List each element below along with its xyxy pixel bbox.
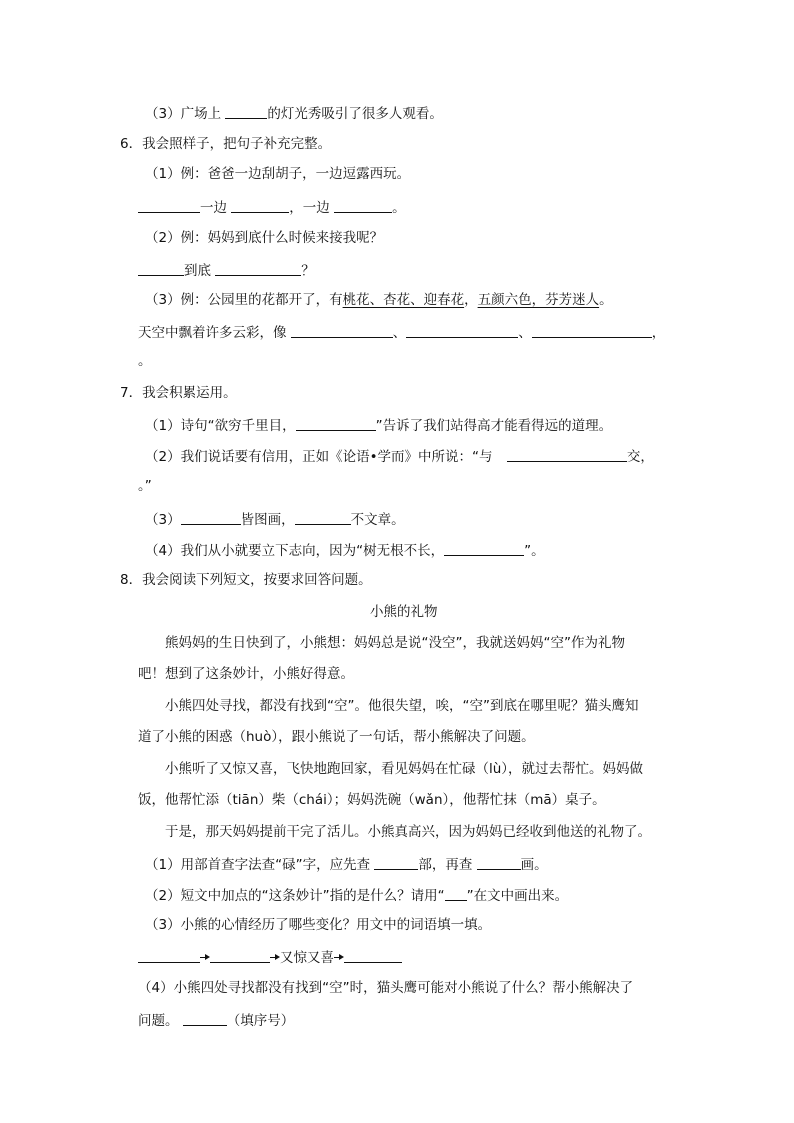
text: 问题。	[138, 1013, 183, 1029]
answer-blank[interactable]	[334, 200, 392, 213]
q8-question-3: （3）小熊的心情经历了哪些变化？用文中的词语填一填。	[145, 917, 492, 933]
q5-item-3-after: 的灯光秀吸引了很多人观看。	[267, 106, 443, 122]
text: 、	[392, 325, 407, 341]
answer-blank[interactable]	[295, 512, 351, 525]
text: 又惊又喜	[280, 950, 334, 966]
answer-blank[interactable]	[477, 857, 521, 870]
q6-answer-3-end: 。	[138, 353, 152, 369]
q8-question-4-cont	[138, 1013, 294, 1029]
q6-answer-1	[138, 200, 406, 216]
text: （4）我们从小就要立下志向，因为“树无根不长，	[145, 543, 445, 559]
answer-blank[interactable]	[181, 512, 241, 525]
q6-answer-2	[138, 263, 315, 279]
q6-example-1: （1）例：爸爸一边刮胡子，一边逗露西玩。	[145, 166, 411, 182]
text: （2）我们说话要有信用，正如《论语•学而》中所说：“与	[145, 449, 497, 465]
q7-item-4	[145, 543, 545, 559]
text: 皆图画，	[240, 512, 295, 528]
answer-blank[interactable]	[210, 950, 270, 963]
answer-blank[interactable]	[507, 449, 627, 462]
q7-item-3	[145, 512, 405, 528]
q7-title: 7．我会积累运用。	[120, 385, 237, 401]
text: 天空中飘着许多云彩，像	[138, 325, 291, 341]
text: 到底	[184, 263, 216, 279]
text: 部，再查	[418, 857, 477, 873]
story-paragraph-1: 熊妈妈的生日快到了，小熊想：妈妈总是说“没空”，我就送妈妈“空”作为礼物	[165, 635, 625, 651]
text: （3）例：公园里的花都开了，有	[145, 292, 343, 308]
text: ”告诉了我们站得高才能看得远的道理。	[375, 418, 613, 434]
text: 交，	[626, 449, 654, 465]
story-paragraph-4: 于是，那天妈妈提前干完了活儿。小熊真高兴，因为妈妈已经收到他送的礼物了。	[165, 824, 651, 840]
underlined-text: 桃花、杏花、迎春花	[342, 292, 465, 308]
text: ”。	[524, 543, 545, 559]
text: （1）用部首查字法查“碌”字，应先查	[145, 857, 375, 873]
text: ”在文中画出来。	[466, 888, 569, 904]
text: ，一边	[289, 200, 335, 216]
q7-item-2	[145, 449, 654, 465]
story-paragraph-3-cont: 饭，他帮忙添（tiān）柴（chái）；妈妈洗碗（wǎn），他帮忙抹（mā）桌子。	[138, 792, 606, 808]
answer-blank[interactable]	[296, 418, 376, 431]
answer-blank[interactable]	[406, 325, 518, 338]
answer-blank[interactable]	[374, 857, 418, 870]
story-paragraph-2: 小熊四处寻找，都没有找到“空”。他很失望，唉，“空”到底在哪里呢？猫头鹰知	[165, 698, 639, 714]
story-paragraph-2-cont: 道了小熊的困惑（huò），跟小熊说了一句话，帮小熊解决了问题。	[138, 729, 535, 745]
q6-answer-3	[138, 325, 665, 341]
q6-example-2: （2）例：妈妈到底什么时候来接我呢？	[145, 230, 384, 246]
q6-title: 6．我会照样子，把句子补充完整。	[120, 136, 332, 152]
arrow-right-icon	[200, 957, 208, 958]
answer-blank[interactable]	[225, 106, 267, 119]
story-paragraph-3: 小熊听了又惊又喜，飞快地跑回家，看见妈妈在忙碌（lù），就过去帮忙。妈妈做	[165, 761, 644, 777]
underlined-text: 五颜六色，芬芳迷人	[477, 292, 600, 308]
q5-item-3-before: （3）广场上	[145, 106, 226, 122]
answer-blank[interactable]	[444, 543, 524, 556]
answer-blank[interactable]	[138, 263, 184, 276]
answer-blank[interactable]	[215, 263, 301, 276]
text: 画。	[520, 857, 548, 873]
answer-blank[interactable]	[183, 1013, 227, 1026]
text: 。	[392, 200, 406, 216]
text: ，	[464, 292, 478, 308]
text: （3）	[145, 512, 181, 528]
story-paragraph-1-cont: 吧！想到了这条妙计，小熊好得意。	[138, 666, 354, 682]
q7-item-2-end: 。”	[138, 478, 152, 494]
text: （填序号）	[226, 1013, 295, 1029]
arrow-right-icon	[334, 957, 342, 958]
q7-item-1	[145, 418, 612, 434]
q6-example-3	[145, 294, 613, 308]
text: （2）短文中加点的“这条妙计”指的是什么？请用“	[145, 888, 445, 904]
underline-sample	[445, 888, 467, 901]
text: 不文章。	[350, 512, 405, 528]
q5-item-3	[145, 106, 443, 122]
q8-title: 8．我会阅读下列短文，按要求回答问题。	[120, 572, 372, 588]
q8-question-1	[145, 857, 548, 873]
story-title: 小熊的礼物	[370, 604, 438, 620]
text: 。	[599, 292, 613, 308]
text: （1）诗句“欲穷千里目，	[145, 418, 296, 434]
text: ，	[651, 325, 666, 341]
answer-blank[interactable]	[291, 325, 393, 338]
arrow-right-icon	[270, 957, 278, 958]
q8-question-2	[145, 888, 568, 904]
text: 、	[518, 325, 532, 341]
q8-question-4: （4）小熊四处寻找都没有找到“空”时，猫头鹰可能对小熊说了什么？帮小熊解决了	[138, 980, 634, 996]
answer-blank[interactable]	[138, 200, 200, 213]
q8-question-3-answer	[138, 950, 402, 966]
answer-blank[interactable]	[532, 325, 652, 338]
text: ？	[301, 263, 315, 279]
answer-blank[interactable]	[344, 950, 402, 963]
answer-blank[interactable]	[138, 950, 200, 963]
text: 一边	[200, 200, 232, 216]
answer-blank[interactable]	[231, 200, 289, 213]
